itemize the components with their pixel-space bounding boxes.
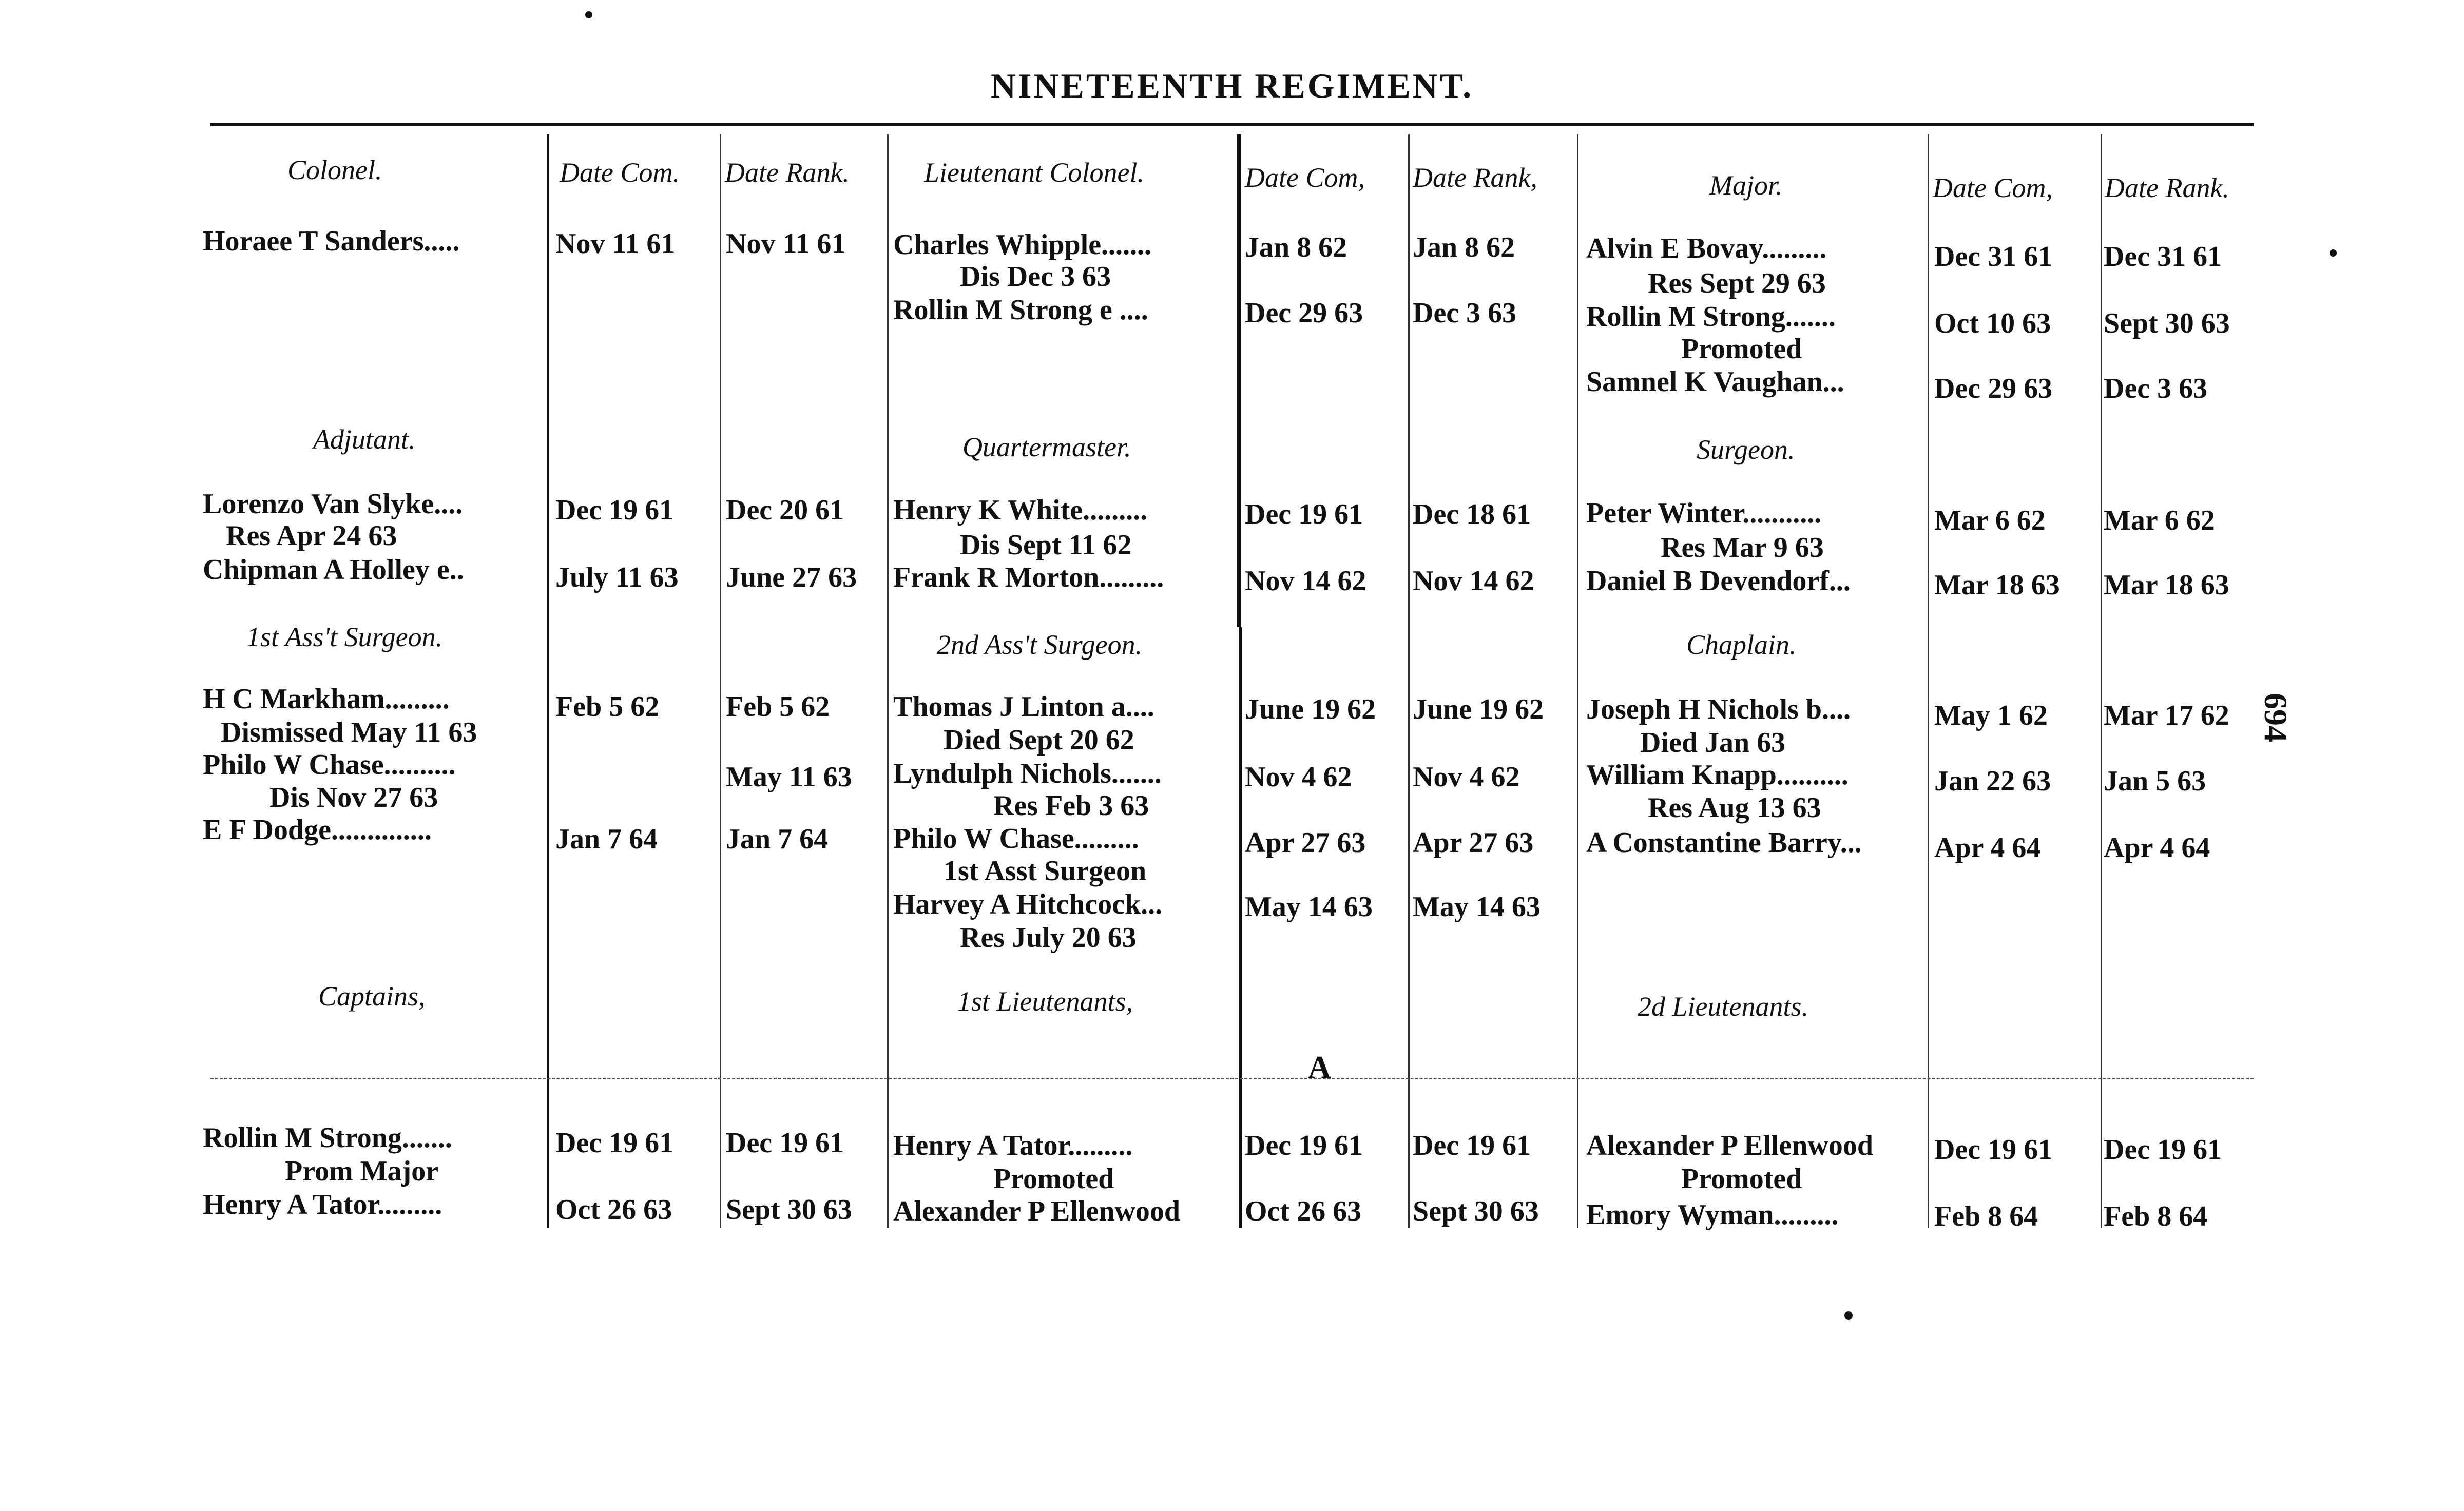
date-com: Dec 19 61 (555, 1127, 674, 1159)
date-rank: Nov 4 62 (1413, 761, 1520, 793)
quartermaster-name: Henry K White......... (893, 494, 1148, 526)
date-com: Mar 18 63 (1934, 569, 2060, 601)
second-lieutenant-note: Promoted (1681, 1163, 1802, 1195)
date-com: Nov 11 61 (555, 228, 676, 260)
date-rank: Sept 30 63 (726, 1194, 852, 1226)
date-rank: Nov 11 61 (726, 228, 846, 260)
date-com: Apr 27 63 (1245, 827, 1366, 859)
section-surgeon: Surgeon. (1697, 434, 1795, 465)
major-name: Alvin E Bovay......... (1586, 233, 1827, 264)
captain-note: Prom Major (285, 1155, 439, 1187)
company-heading: A (1308, 1050, 1331, 1085)
date-rank: Jan 5 63 (2104, 765, 2206, 797)
date-com: Nov 4 62 (1245, 761, 1352, 793)
section-first-asst-surgeon: 1st Ass't Surgeon. (246, 622, 443, 652)
first-lieutenant-name: Alexander P Ellenwood (893, 1195, 1181, 1227)
second-asst-surgeon-name: Philo W Chase......... (893, 823, 1139, 855)
date-rank: May 11 63 (726, 761, 852, 793)
date-rank: Dec 19 61 (2104, 1134, 2222, 1166)
date-com: July 11 63 (555, 561, 679, 593)
column-rule (1928, 134, 1929, 1228)
column-rule (1239, 627, 1242, 1228)
date-rank: Dec 19 61 (1413, 1130, 1531, 1161)
second-asst-surgeon-name: Lyndulph Nichols....... (893, 758, 1162, 789)
second-asst-surgeon-note: Died Sept 20 62 (944, 724, 1134, 756)
second-asst-surgeon-note: Res Feb 3 63 (993, 790, 1149, 822)
first-asst-surgeon-name: E F Dodge.............. (203, 814, 432, 846)
second-lieutenant-name: Emory Wyman......... (1586, 1199, 1839, 1231)
header-date-rank-3: Date Rank. (2105, 172, 2229, 203)
date-com: Jan 22 63 (1934, 765, 2051, 797)
date-com: Feb 5 62 (555, 691, 660, 723)
second-asst-surgeon-name: Thomas J Linton a.... (893, 691, 1154, 723)
header-date-rank-2: Date Rank, (1413, 162, 1537, 193)
adjutant-name: Lorenzo Van Slyke.... (203, 488, 463, 520)
second-asst-surgeon-name: Harvey A Hitchcock... (893, 888, 1163, 920)
ink-speck (585, 11, 592, 18)
adjutant-note: Res Apr 24 63 (226, 520, 397, 552)
header-lt-colonel: Lieutenant Colonel. (924, 157, 1144, 188)
date-rank: Feb 5 62 (726, 691, 830, 723)
section-second-asst-surgeon: 2nd Ass't Surgeon. (937, 629, 1143, 660)
date-rank: Jan 8 62 (1413, 231, 1515, 263)
column-rule (1237, 134, 1241, 627)
date-com: Mar 6 62 (1934, 505, 2046, 536)
second-asst-surgeon-note: Res July 20 63 (960, 922, 1137, 954)
column-rule (1577, 134, 1578, 1228)
date-rank: Apr 4 64 (2104, 832, 2210, 864)
date-rank: Jan 7 64 (726, 823, 829, 855)
second-lieutenant-name: Alexander P Ellenwood (1586, 1130, 1874, 1161)
lt-colonel-name: Rollin M Strong e .... (893, 294, 1148, 326)
date-com: May 14 63 (1245, 891, 1373, 923)
date-rank: Mar 6 62 (2104, 505, 2215, 536)
date-com: Dec 19 61 (1934, 1134, 2053, 1166)
date-com: Dec 31 61 (1934, 241, 2053, 273)
section-adjutant: Adjutant. (313, 424, 416, 455)
lt-colonel-name: Charles Whipple....... (893, 229, 1152, 261)
major-name: Samnel K Vaughan... (1586, 366, 1844, 398)
section-first-lieutenants: 1st Lieutenants, (957, 986, 1133, 1017)
header-date-com-3: Date Com, (1933, 172, 2053, 203)
date-rank: Mar 18 63 (2104, 569, 2229, 601)
second-asst-surgeon-note: 1st Asst Surgeon (944, 855, 1147, 887)
ink-speck (2330, 249, 2337, 257)
header-colonel: Colonel. (287, 154, 382, 185)
surgeon-name: Daniel B Devendorf... (1586, 565, 1851, 597)
top-rule (210, 123, 2254, 126)
date-com: Dec 29 63 (1245, 297, 1363, 329)
date-rank: May 14 63 (1413, 891, 1541, 923)
date-com: Jan 7 64 (555, 823, 658, 855)
date-com: Jan 8 62 (1245, 231, 1348, 263)
major-note: Res Sept 29 63 (1648, 267, 1826, 299)
chaplain-name: Joseph H Nichols b.... (1586, 693, 1851, 725)
adjutant-name: Chipman A Holley e.. (203, 554, 464, 586)
date-com: Dec 19 61 (1245, 498, 1363, 530)
page-number: 694 (2258, 693, 2294, 742)
date-rank: Dec 20 61 (726, 494, 844, 526)
ink-speck (1844, 1311, 1853, 1320)
section-chaplain: Chaplain. (1686, 629, 1797, 660)
date-rank: Apr 27 63 (1413, 827, 1534, 859)
date-com: June 19 62 (1245, 693, 1376, 725)
date-com: May 1 62 (1934, 700, 2048, 731)
date-rank: Dec 3 63 (1413, 297, 1517, 329)
first-asst-surgeon-note: Dismissed May 11 63 (221, 716, 477, 748)
date-rank: Dec 18 61 (1413, 498, 1531, 530)
first-asst-surgeon-name: Philo W Chase.......... (203, 749, 456, 781)
date-rank: June 27 63 (726, 561, 857, 593)
surgeon-note: Res Mar 9 63 (1661, 532, 1824, 564)
chaplain-note: Res Aug 13 63 (1648, 792, 1821, 824)
date-com: Oct 26 63 (1245, 1195, 1362, 1227)
date-rank: Dec 19 61 (726, 1127, 844, 1159)
date-rank: Dec 31 61 (2104, 241, 2222, 273)
header-major: Major. (1709, 170, 1783, 201)
first-lieutenant-name: Henry A Tator......... (893, 1130, 1133, 1161)
colonel-name: Horaee T Sanders..... (203, 225, 460, 257)
chaplain-note: Died Jan 63 (1640, 727, 1786, 759)
first-asst-surgeon-note: Dis Nov 27 63 (270, 782, 438, 813)
date-com: Feb 8 64 (1934, 1200, 2038, 1232)
date-com: Oct 10 63 (1934, 307, 2051, 339)
date-com: Apr 4 64 (1934, 832, 2041, 864)
quartermaster-note: Dis Sept 11 62 (960, 529, 1132, 561)
section-quartermaster: Quartermaster. (962, 432, 1131, 462)
column-rule (2101, 134, 2102, 1228)
captain-name: Rollin M Strong....... (203, 1122, 452, 1154)
major-note: Promoted (1681, 333, 1802, 365)
column-rule (720, 134, 721, 1228)
section-captains: Captains, (318, 981, 426, 1012)
date-com: Dec 19 61 (1245, 1130, 1363, 1161)
chaplain-name: A Constantine Barry... (1586, 827, 1862, 859)
section-divider (210, 1078, 2254, 1079)
date-com: Nov 14 62 (1245, 565, 1366, 597)
first-asst-surgeon-name: H C Markham......... (203, 683, 450, 715)
header-date-com-2: Date Com, (1245, 162, 1365, 193)
date-com: Dec 29 63 (1934, 373, 2053, 404)
section-second-lieutenants: 2d Lieutenants. (1638, 991, 1808, 1022)
header-date-com: Date Com. (560, 157, 680, 188)
page-title: NINETEENTH REGIMENT. (990, 66, 1474, 105)
captain-name: Henry A Tator......... (203, 1189, 442, 1221)
date-rank: Mar 17 62 (2104, 700, 2229, 731)
column-rule (547, 134, 549, 1228)
date-rank: June 19 62 (1413, 693, 1544, 725)
date-rank: Dec 3 63 (2104, 373, 2208, 404)
lt-colonel-note: Dis Dec 3 63 (960, 261, 1111, 293)
chaplain-name: William Knapp.......... (1586, 759, 1849, 791)
date-rank: Feb 8 64 (2104, 1200, 2208, 1232)
header-date-rank: Date Rank. (725, 157, 850, 188)
first-lieutenant-note: Promoted (993, 1163, 1114, 1195)
date-com: Dec 19 61 (555, 494, 674, 526)
column-rule (887, 134, 889, 1228)
major-name: Rollin M Strong....... (1586, 301, 1836, 333)
date-rank: Sept 30 63 (1413, 1195, 1539, 1227)
surgeon-name: Peter Winter........... (1586, 497, 1822, 529)
date-com: Oct 26 63 (555, 1194, 672, 1226)
date-rank: Sept 30 63 (2104, 307, 2230, 339)
column-rule (1408, 134, 1410, 1228)
quartermaster-name: Frank R Morton......... (893, 561, 1164, 593)
date-rank: Nov 14 62 (1413, 565, 1534, 597)
